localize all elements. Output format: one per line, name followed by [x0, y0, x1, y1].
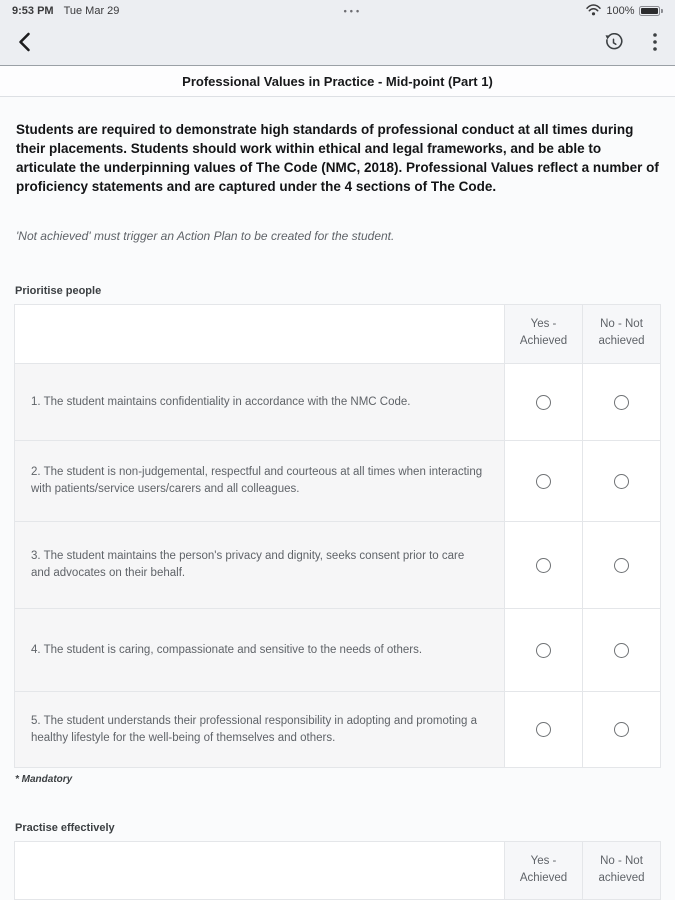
battery-icon: [639, 6, 663, 16]
action-plan-note: 'Not achieved' must trigger an Action Plan to be created for the student.: [16, 229, 395, 243]
table-row: [15, 691, 660, 767]
yes-cell: [504, 609, 582, 691]
section-label-prioritise-people: Prioritise people: [15, 285, 102, 297]
radio-no-not-achieved[interactable]: [614, 643, 629, 658]
wifi-icon: [586, 4, 601, 19]
question-text: 3. The student maintains the person's privacy and dignity, seeks consent prior to care and advocates on their behalf.: [15, 522, 504, 608]
no-cell: [582, 364, 660, 440]
nav-bar: [0, 22, 675, 65]
radio-no-not-achieved[interactable]: [614, 558, 629, 573]
radio-yes-achieved[interactable]: [536, 558, 551, 573]
more-menu-button[interactable]: [649, 29, 661, 58]
page-title: Professional Values in Practice - Mid-point (Part 1): [0, 65, 675, 97]
history-icon: [604, 33, 623, 55]
form-content: [0, 120, 675, 900]
radio-yes-achieved[interactable]: [536, 395, 551, 410]
radio-yes-achieved[interactable]: [536, 722, 551, 737]
question-text: 2. The student is non-judgemental, respectful and courteous at all times when interacting with patients/service users/carers and all colleagues.: [15, 441, 504, 521]
yes-cell: [504, 522, 582, 608]
column-header-no-not-achieved: No - Not achieved: [582, 842, 660, 899]
radio-no-not-achieved[interactable]: [614, 722, 629, 737]
more-vert-icon: [653, 33, 657, 54]
prioritise-people-table: [14, 304, 661, 768]
no-cell: [582, 522, 660, 608]
section-label-practise-effectively: Practise effectively: [15, 822, 115, 834]
table-row: [15, 363, 660, 440]
column-header-no-not-achieved: No - Not achieved: [582, 305, 660, 363]
question-text: 4. The student is caring, compassionate and sensitive to the needs of others.: [15, 609, 504, 691]
header-empty-cell: [15, 842, 504, 899]
chevron-left-icon: [18, 32, 31, 55]
back-button[interactable]: [14, 28, 35, 59]
no-cell: [582, 692, 660, 767]
yes-cell: [504, 441, 582, 521]
table-row: [15, 608, 660, 691]
practise-effectively-table: [14, 841, 661, 900]
table-header-row: [15, 305, 660, 363]
mandatory-note: * Mandatory: [15, 774, 73, 785]
intro-paragraph: Students are required to demonstrate high standards of professional conduct at all times during their placements. Students should work within ethical and legal frameworks, and be able to articulate the underpinning values of The Code (NMC, 2018). Professional Values reflect a number of proficiency statements and are captured under the 4 sections of The Code.: [16, 122, 659, 194]
clock-time: 9:53 PM: [12, 5, 54, 17]
history-button[interactable]: [600, 29, 627, 59]
clock-date: Tue Mar 29: [63, 5, 120, 17]
yes-cell: [504, 364, 582, 440]
table-row: [15, 521, 660, 608]
radio-no-not-achieved[interactable]: [614, 474, 629, 489]
battery-percent: 100%: [606, 5, 635, 17]
status-bar: [0, 0, 675, 22]
header-empty-cell: [15, 305, 504, 363]
multitask-dots: •••: [343, 6, 363, 16]
status-left: [12, 5, 119, 17]
radio-no-not-achieved[interactable]: [614, 395, 629, 410]
no-cell: [582, 609, 660, 691]
table-header-row: [15, 842, 660, 899]
radio-yes-achieved[interactable]: [536, 643, 551, 658]
yes-cell: [504, 692, 582, 767]
top-band: [0, 0, 675, 65]
status-right: [586, 4, 663, 19]
column-header-yes-achieved: Yes - Achieved: [504, 842, 582, 899]
column-header-yes-achieved: Yes - Achieved: [504, 305, 582, 363]
no-cell: [582, 441, 660, 521]
question-text: 1. The student maintains confidentiality in accordance with the NMC Code.: [15, 364, 504, 440]
radio-yes-achieved[interactable]: [536, 474, 551, 489]
question-text: 5. The student understands their professional responsibility in adopting and promoting a healthy lifestyle for the well-being of themselves and others.: [15, 692, 504, 767]
table-row: [15, 440, 660, 521]
